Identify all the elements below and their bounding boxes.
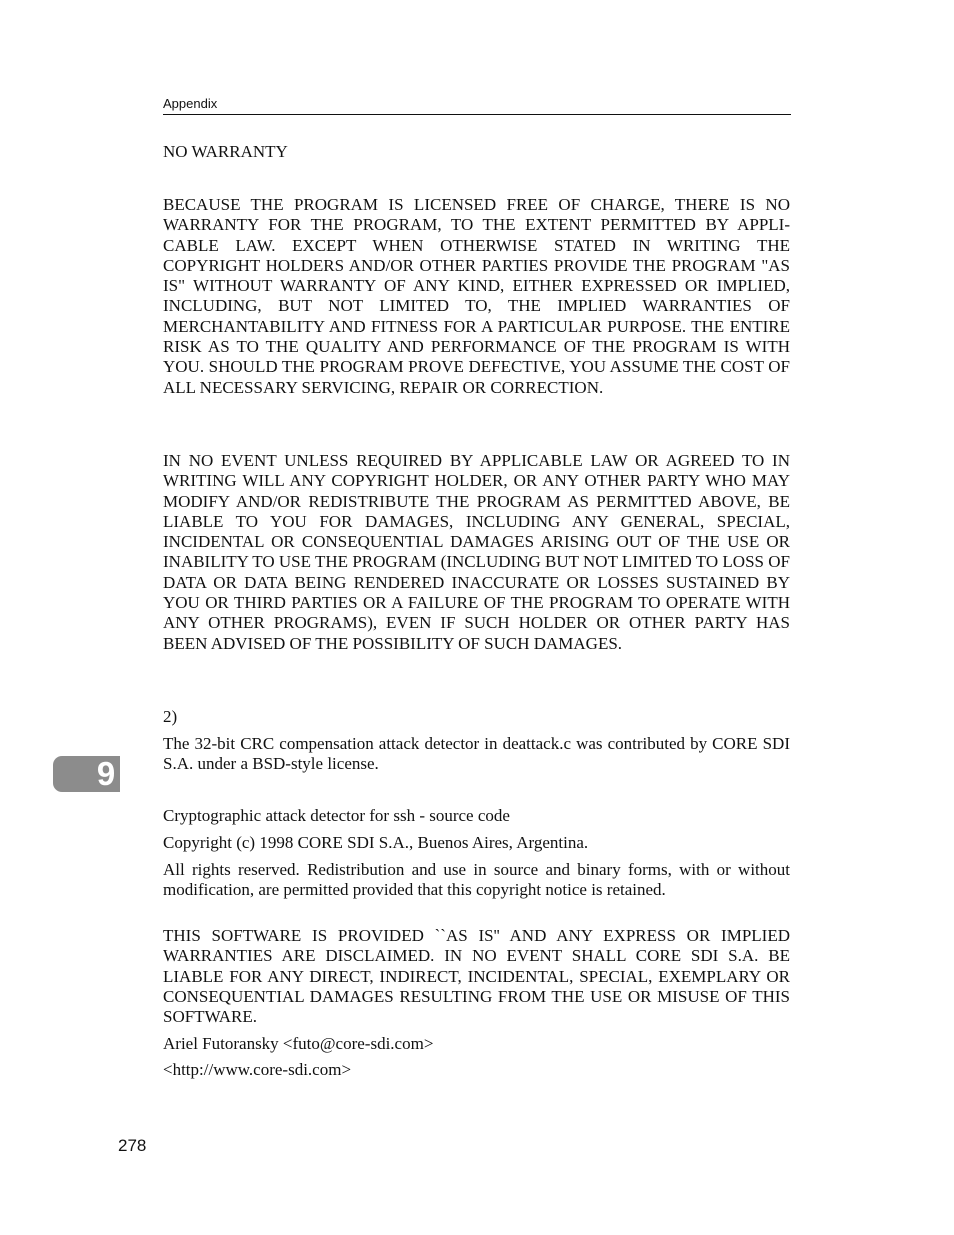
header-divider — [163, 114, 791, 115]
url-line: <http://www.core-sdi.com> — [163, 1060, 352, 1079]
no-warranty-heading: NO WARRANTY — [163, 142, 288, 161]
chapter-tab — [53, 756, 120, 792]
copyright-line: Copyright (c) 1998 CORE SDI S.A., Buenos Aires, Argentina. — [163, 833, 589, 852]
author-line: Ariel Futoransky <futo@core-sdi.com> — [163, 1034, 434, 1053]
page-number: 278 — [118, 1136, 147, 1155]
liability-paragraph: IN NO EVENT UNLESS REQUIRED BY APPLICABLE LAW OR AGREED TO IN WRITING WILL ANY COPYRIGHT HOLDER, OR ANY OTHER PARTY WHO MAY MODIFY AND/OR REDISTRIBUTE THE PROGRAM AS PERMITTED ABOVE, BE LIABLE TO YOU FOR DAMAGES, INCLUDING ANY GENERAL, SPECIAL, INCIDENTAL OR CONSEQUENTIAL DAMAGES ARISING OUT OF THE USE OR INABILITY TO USE THE PROGRAM (INCLUDING BUT NOT LIMITED TO LOSS OF DATA OR DATA BEING RENDERED INACCURATE OR LOSSES SUSTAINED BY YOU OR THIRD PARTIES OR A FAILURE OF THE PROGRAM TO OPERATE WITH ANY OTHER PROGRAMS), EVEN IF SUCH HOLDER OR OTHER PARTY HAS BEEN ADVISED OF THE POSSIBILITY OF SUCH DAMAGES. — [163, 451, 790, 653]
rights-paragraph: All rights reserved. Redistribution and use in source and binary forms, with or without modification, are permitted provided that this copyright notice is retained. — [163, 860, 790, 900]
item-number: 2) — [163, 707, 178, 726]
warranty-paragraph: BECAUSE THE PROGRAM IS LICENSED FREE OF CHARGE, THERE IS NO WARRANTY FOR THE PROGRAM, TO THE EXTENT PERMITTED BY APPLICABLE LAW. EXCEPT WHEN OTHERWISE STATED IN WRITING THE COPYRIGHT HOLDERS AND/OR OTHER PARTIES PROVIDE THE PROGRAM "AS IS" WITHOUT WARRANTY OF ANY KIND, EITHER EXPRESSED OR IMPLIED, INCLUDING, BUT NOT LIMITED TO, THE IMPLIED WARRANTIES OF MERCHANTABILITY AND FITNESS FOR A PARTICULAR PURPOSE. THE ENTIRE RISK AS TO THE QUALITY AND PERFORMANCE OF THE PROGRAM IS WITH YOU. SHOULD THE PROGRAM PROVE DEFECTIVE, YOU ASSUME THE COST OF ALL NECESSARY SERVICING, REPAIR OR CORRECTION. — [163, 195, 790, 397]
crc-paragraph: The 32-bit CRC compensation attack detector in deattack.c was contributed by CORE SDI S.A. under a BSD-style license. — [163, 734, 790, 774]
disclaimer-paragraph: THIS SOFTWARE IS PROVIDED ``AS IS'' AND ANY EXPRESS OR IMPLIED WARRANTIES ARE DISCLAIMED. IN NO EVENT SHALL CORE SDI S.A. BE LIABLE FOR ANY DIRECT, INDIRECT, INCIDENTAL, SPECIAL, EXEMPLARY OR CONSEQUENTIAL DAMAGES RESULTING FROM THE USE OR MISUSE OF THIS SOFTWARE. — [163, 926, 790, 1027]
chapter-number: 9 — [96, 755, 116, 792]
running-header: Appendix — [163, 96, 218, 111]
detector-title: Cryptographic attack detector for ssh - source code — [163, 806, 510, 825]
